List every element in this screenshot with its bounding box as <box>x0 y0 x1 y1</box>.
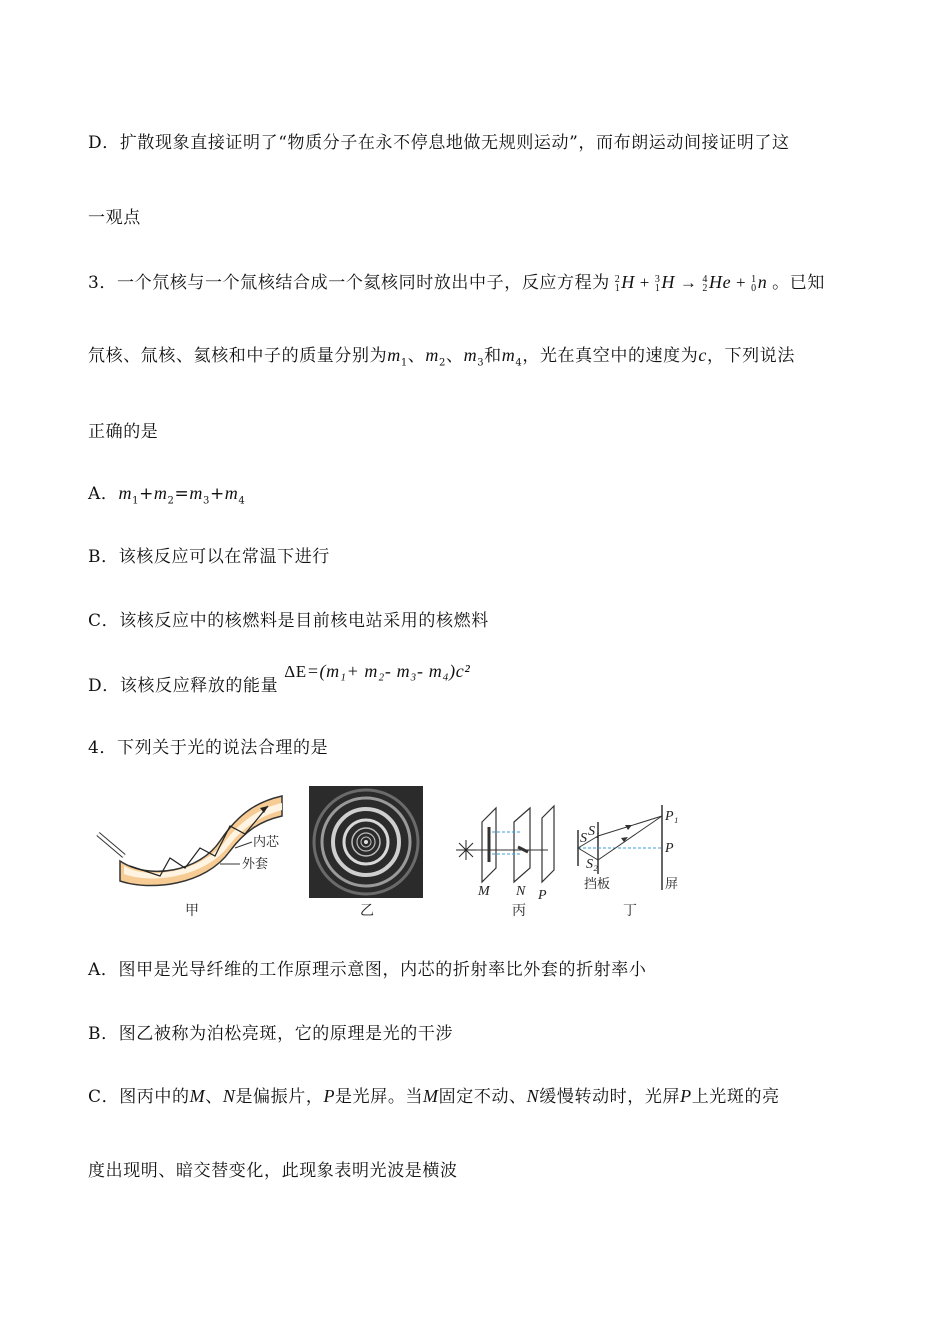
question-3-line3: 正确的是 <box>88 422 159 442</box>
caption-bing: 丙 <box>512 903 526 919</box>
figure-jia <box>90 786 290 891</box>
option-b-q4: B．图乙被称为泊松亮斑，它的原理是光的干涉 <box>88 1024 454 1044</box>
question-4: 4．下列关于光的说法合理的是 <box>88 738 329 758</box>
core-label: 内芯 <box>253 835 280 850</box>
question-3-line2: 氘核、氚核、氦核和中子的质量分别为$m_1$、$m_2$、$m_3$和$m_4$，光在真空中的速度为c，下列说法 <box>88 345 795 369</box>
option-d-q3: D．该核反应释放的能量 ΔE=(m₁+ m₂- m₃- m₄)c² <box>88 661 471 696</box>
question-3-line1: 3．一个氘核与一个氚核结合成一个氦核同时放出中子，反应方程为 2 1 H + 3 1 H → 4 2 He + 1 0 n 。已知 <box>88 272 825 295</box>
option-c-q4-line2: 度出现明、暗交替变化，此现象表明光波是横波 <box>88 1161 458 1181</box>
label-m: M <box>478 884 490 899</box>
option-a-q3: A．$m_1+m_2=m_3+m_4$ <box>88 483 246 507</box>
option-b-q3: B．该核反应可以在常温下进行 <box>88 547 330 567</box>
caption-ding: 丁 <box>623 903 637 919</box>
label-p1: P₁ <box>665 809 679 824</box>
figure-ding <box>570 800 690 900</box>
caption-jia: 甲 <box>185 903 199 919</box>
label-screen: 屏 <box>665 877 679 892</box>
option-d-q2-line2: 一观点 <box>88 208 141 228</box>
cladding-label: 外套 <box>242 857 269 872</box>
option-c-q4-line1: C．图丙中的M、N是偏振片，P是光屏。当M固定不动、N缓慢转动时，光屏P上光斑的亮 <box>88 1086 780 1107</box>
energy-formula: ΔE=(m₁+ m₂- m₃- m₄)c² <box>284 661 471 681</box>
question-3-text: 3．一个氘核与一个氚核结合成一个氦核同时放出中子，反应方程为 <box>88 273 610 293</box>
option-d-q2-line1: D．扩散现象直接证明了“物质分子在永不停息地做无规则运动”，而布朗运动间接证明了这 <box>88 133 790 153</box>
label-baffle: 挡板 <box>584 877 611 892</box>
figure-yi <box>309 786 423 898</box>
label-s2: S₂ <box>586 857 598 872</box>
option-a-q4: A．图甲是光导纤维的工作原理示意图，内芯的折射率比外套的折射率小 <box>88 960 647 980</box>
reaction-equation: 2 1 H + 3 1 H → 4 2 He + 1 0 n <box>614 272 768 295</box>
caption-yi: 乙 <box>360 903 374 919</box>
figure-bing <box>452 792 562 902</box>
label-n: N <box>516 884 526 899</box>
label-p: P <box>665 841 674 856</box>
label-p: P <box>538 888 547 902</box>
option-c-q3: C．该核反应中的核燃料是目前核电站采用的核燃料 <box>88 611 489 631</box>
label-s1: S₁ <box>588 824 600 839</box>
label-s: S <box>580 831 587 846</box>
